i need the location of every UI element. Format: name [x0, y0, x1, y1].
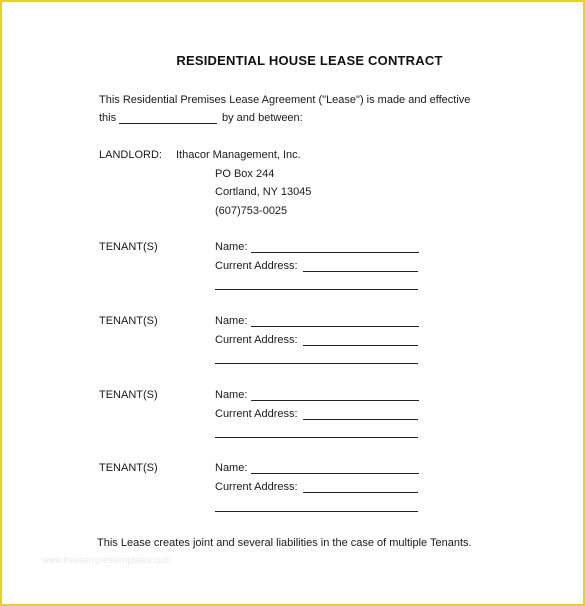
- tenant-address-label: Current Address:: [215, 334, 298, 346]
- landlord-phone: (607)753-0025: [215, 205, 288, 217]
- tenant-address-blank-2[interactable]: [215, 511, 418, 512]
- tenant-label: TENANT(S): [99, 462, 158, 474]
- landlord-address2: Cortland, NY 13045: [215, 186, 312, 198]
- footer-note: This Lease creates joint and several liabilities in the case of multiple Tenants.: [97, 537, 472, 549]
- tenant-address-blank-2[interactable]: [215, 363, 418, 364]
- tenant-label: TENANT(S): [99, 241, 158, 253]
- tenant-address-label: Current Address:: [215, 260, 298, 272]
- tenant-name-blank[interactable]: [251, 326, 419, 327]
- tenant-address-blank[interactable]: [303, 345, 418, 346]
- tenant-address-blank[interactable]: [303, 271, 418, 272]
- landlord-address1: PO Box 244: [215, 168, 275, 180]
- landlord-name: Ithacor Management, Inc.: [176, 149, 301, 161]
- tenant-address-label: Current Address:: [215, 481, 298, 493]
- intro-by-between: by and between:: [222, 112, 303, 124]
- tenant-address-blank[interactable]: [303, 419, 418, 420]
- tenant-name-blank[interactable]: [251, 400, 419, 401]
- tenant-name-blank[interactable]: [251, 473, 419, 474]
- effective-date-blank[interactable]: [119, 123, 217, 124]
- intro-this-label: this: [99, 112, 117, 124]
- landlord-label: LANDLORD:: [99, 149, 162, 161]
- tenant-name-label: Name:: [215, 241, 248, 253]
- tenant-name-label: Name:: [215, 389, 248, 401]
- tenant-name-blank[interactable]: [251, 252, 419, 253]
- document-title: RESIDENTIAL HOUSE LEASE CONTRACT: [176, 53, 443, 68]
- tenant-name-label: Name:: [215, 315, 248, 327]
- tenant-address-blank-2[interactable]: [215, 289, 418, 290]
- tenant-name-label: Name:: [215, 462, 248, 474]
- tenant-label: TENANT(S): [99, 389, 158, 401]
- tenant-address-blank-2[interactable]: [215, 437, 418, 438]
- tenant-label: TENANT(S): [99, 315, 158, 327]
- tenant-address-label: Current Address:: [215, 408, 298, 420]
- intro-line: This Residential Premises Lease Agreement ("Lease") is made and effective: [99, 94, 471, 106]
- tenant-address-blank[interactable]: [303, 492, 418, 493]
- watermark-text: www.freesamplestemplates.com: [42, 555, 172, 565]
